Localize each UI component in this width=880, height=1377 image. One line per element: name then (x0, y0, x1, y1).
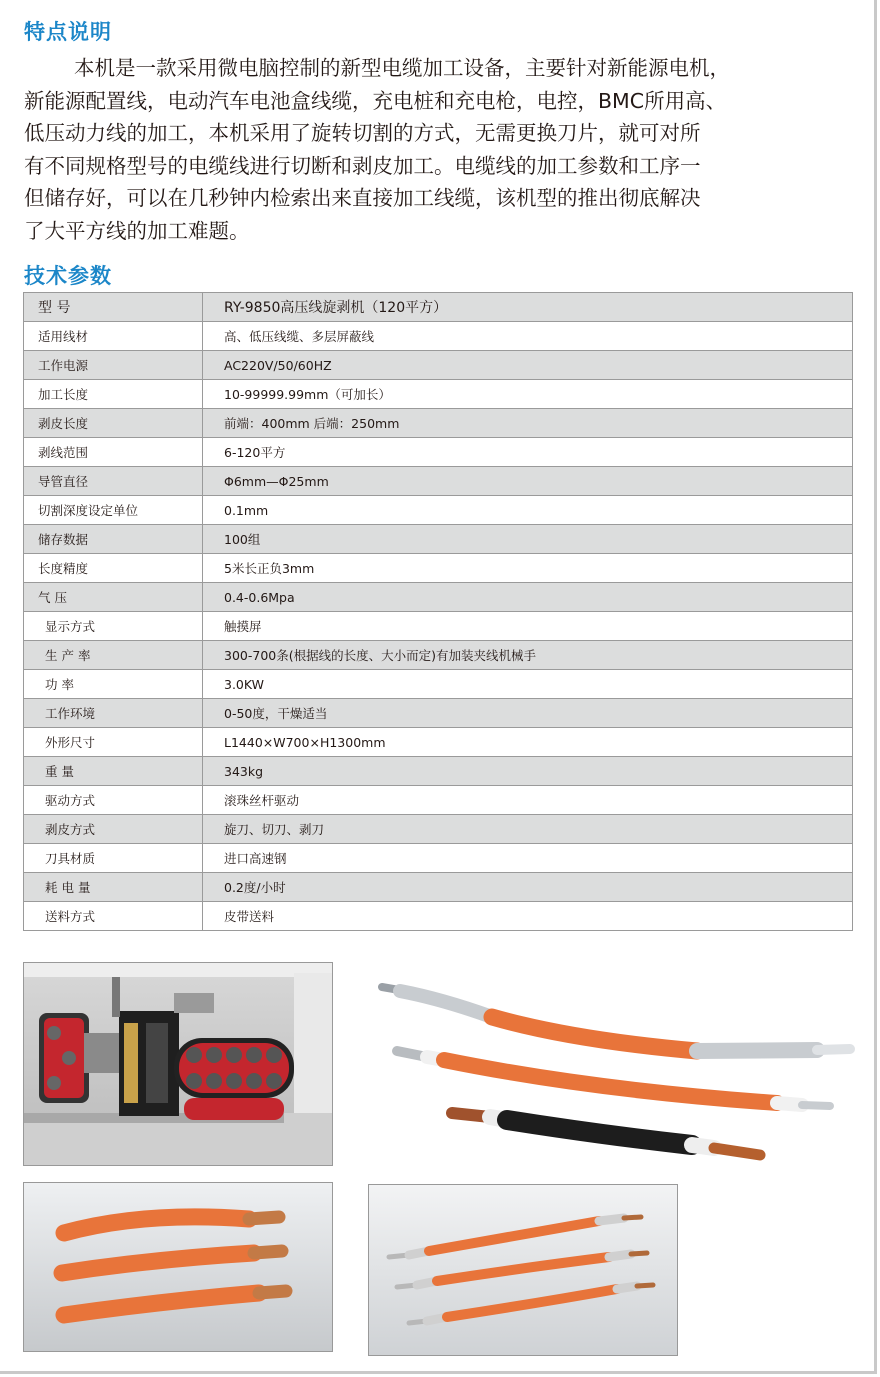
features-line: 新能源配置线，电动汽车电池盒线缆，充电桩和充电枪，电控，BMC所用高、 (24, 88, 727, 113)
spec-value: 343kg (203, 757, 853, 786)
spec-row (24, 873, 853, 902)
features-line: 低压动力线的加工，本机采用了旋转切割的方式，无需更换刀片，就可对所 (24, 121, 701, 145)
spec-label: 驱动方式 (24, 786, 203, 815)
spec-label: 储存数据 (24, 525, 203, 554)
spec-row (24, 641, 853, 670)
spec-row (24, 438, 853, 467)
spec-row (24, 757, 853, 786)
spec-label: 型 号 (24, 293, 203, 322)
spec-row (24, 728, 853, 757)
spec-label: 显示方式 (24, 612, 203, 641)
spec-row (24, 583, 853, 612)
spec-value: 触摸屏 (203, 612, 853, 641)
cables-photo (23, 1182, 333, 1352)
features-heading: 特点说明 (24, 20, 112, 44)
spec-value: 0.1mm (203, 496, 853, 525)
spec-label: 适用线材 (24, 322, 203, 351)
spec-label: 生 产 率 (24, 641, 203, 670)
spec-label: 功 率 (24, 670, 203, 699)
spec-value: 皮带送料 (203, 902, 853, 931)
spec-value: 300-700条(根据线的长度、大小而定)有加装夹线机械手 (203, 641, 853, 670)
features-line: 有不同规格型号的电缆线进行切断和剥皮加工。电缆线的加工参数和工序一 (24, 153, 701, 178)
spec-row (24, 844, 853, 873)
spec-value: 高、低压线缆、多层屏蔽线 (203, 322, 853, 351)
spec-value: 10-99999.99mm（可加长） (203, 380, 853, 409)
spec-label: 切割深度设定单位 (24, 496, 203, 525)
spec-label: 导管直径 (24, 467, 203, 496)
spec-label: 剥皮长度 (24, 409, 203, 438)
spec-value: 0.2度/小时 (203, 873, 853, 902)
spec-value: 100组 (203, 525, 853, 554)
spec-table (23, 292, 853, 931)
cables-photo (368, 1184, 678, 1356)
spec-label: 工作电源 (24, 351, 203, 380)
spec-label: 剥皮方式 (24, 815, 203, 844)
spec-label: 重 量 (24, 757, 203, 786)
specs-heading: 技术参数 (24, 264, 112, 288)
spec-row (24, 293, 853, 322)
spec-row (24, 322, 853, 351)
spec-label: 工作环境 (24, 699, 203, 728)
spec-row (24, 699, 853, 728)
machine-photo (23, 962, 333, 1166)
spec-label: 耗 电 量 (24, 873, 203, 902)
spec-value: 0.4-0.6Mpa (203, 583, 853, 612)
spec-value: L1440×W700×H1300mm (203, 728, 853, 757)
spec-value: 旋刀、切刀、剥刀 (203, 815, 853, 844)
spec-label: 送料方式 (24, 902, 203, 931)
spec-row (24, 815, 853, 844)
spec-row (24, 380, 853, 409)
spec-label: 气 压 (24, 583, 203, 612)
spec-value: 滚珠丝杆驱动 (203, 786, 853, 815)
spec-label: 加工长度 (24, 380, 203, 409)
features-line: 本机是一款采用微电脑控制的新型电缆加工设备，主要针对新能源电机， (74, 56, 730, 80)
spec-value: AC220V/50/60HZ (203, 351, 853, 380)
spec-row (24, 351, 853, 380)
spec-row (24, 902, 853, 931)
spec-label: 剥线范围 (24, 438, 203, 467)
spec-row (24, 525, 853, 554)
spec-value: 前端：400mm 后端：250mm (203, 409, 853, 438)
cables-photo (372, 965, 860, 1170)
spec-row (24, 670, 853, 699)
spec-value: RY-9850高压线旋剥机（120平方） (203, 293, 853, 322)
features-line: 但储存好，可以在几秒钟内检索出来直接加工线缆，该机型的推出彻底解决 (24, 186, 701, 210)
spec-value: 进口高速钢 (203, 844, 853, 873)
spec-value: Φ6mm—Φ25mm (203, 467, 853, 496)
spec-value: 0-50度，干燥适当 (203, 699, 853, 728)
spec-value: 5米长正负3mm (203, 554, 853, 583)
spec-row (24, 409, 853, 438)
spec-label: 外形尺寸 (24, 728, 203, 757)
spec-row (24, 612, 853, 641)
features-paragraph (24, 52, 854, 247)
spec-row (24, 467, 853, 496)
spec-value: 6-120平方 (203, 438, 853, 467)
spec-row (24, 496, 853, 525)
spec-label: 刀具材质 (24, 844, 203, 873)
spec-value: 3.0KW (203, 670, 853, 699)
spec-row (24, 554, 853, 583)
features-line: 了大平方线的加工难题。 (24, 218, 250, 243)
spec-label: 长度精度 (24, 554, 203, 583)
spec-row (24, 786, 853, 815)
